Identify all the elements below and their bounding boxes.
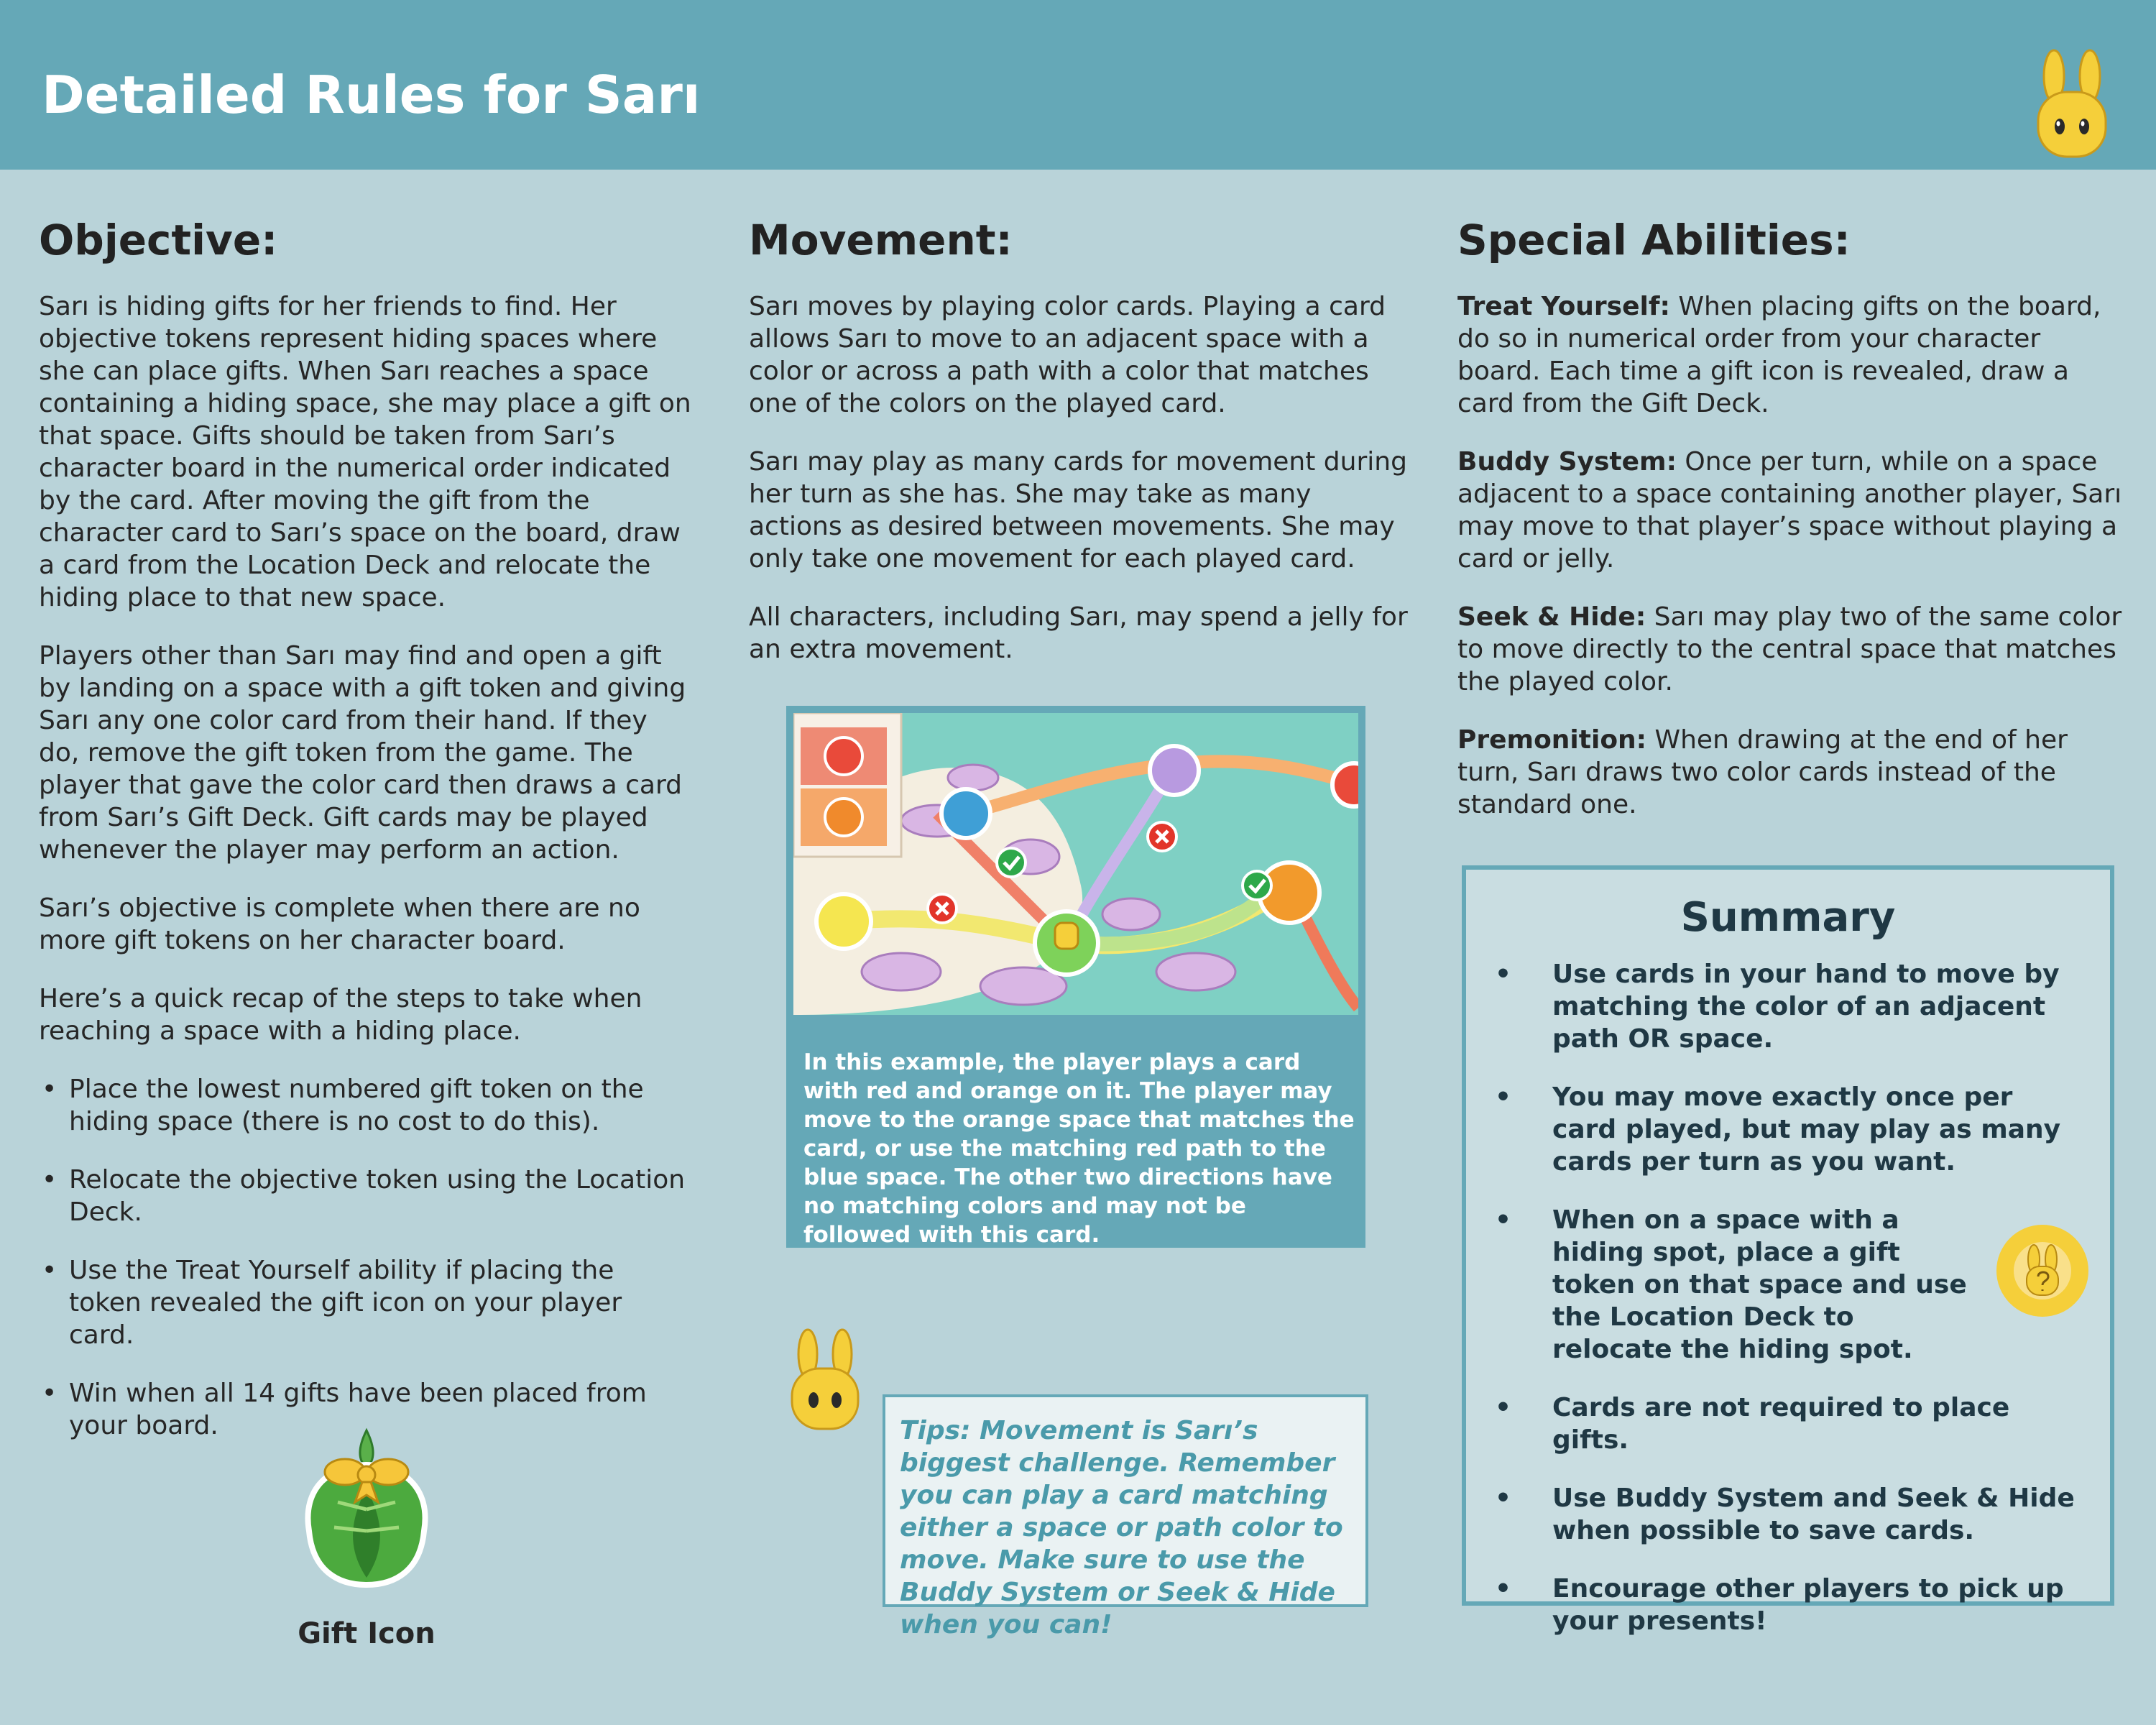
list-item: • Use cards in your hand to move by matching the color of an adjacent path OR space. [1495,958,2081,1055]
gift-icon-illustration [287,1423,446,1598]
objective-paragraph-2: Players other than Sarı may find and open a gift by landing on a space with a gift token and giving Sarı any one color card from their hand. If they do, remove the gift token from the game. The player that gave the color card then draws a card from Sarı’s Gift Deck. Gift cards may be played whenever the player may perform an action. [39,640,686,865]
objective-section [39,216,693,1468]
bunny-icon [788,1327,862,1432]
ability-name: Premonition: [1457,724,1647,755]
movement-heading: Movement: [749,216,1013,264]
objective-paragraph-1: Sarı is hiding gifts for her friends to find. Her objective tokens represent hiding spaces where she can place gifts. When Sarı reaches a space containing a hiding space, she may place a gift on that space. Gifts should be taken from Sarı’s character board in the numerical order indicated by the card. After moving the gift from the character card to Sarı’s space on the board, draw a card from the Location Deck and relocate the hiding place to that new space. [39,291,691,612]
ability-text: Once per turn, while on a space adjacent to a space containing another player, Sarı may move to that player’s space without playing a card or jelly. [1457,446,2122,574]
page-title: Detailed Rules for Sarı [42,65,701,125]
list-item: • Cards are not required to place gifts. [1495,1392,2081,1456]
list-item: • Place the lowest numbered gift token on the hiding space (there is no cost to do this). [39,1073,693,1138]
ability-text: Sarı may play two of the same color to move directly to the central space that matches the played color. [1457,602,2122,696]
list-item: • When on a space with a hiding spot, place a gift token on that space and use the Location Deck to relocate the hiding spot. [1495,1204,2081,1366]
gift-icon [287,1423,446,1596]
objective-paragraph-3: Sarı’s objective is complete when there are no more gift tokens on her character board. [39,893,640,955]
hiding-spot-token-icon [1994,1222,2091,1320]
ability-text: When placing gifts on the board, do so in numerical order from your character board. Each time a gift icon is revealed, draw a card from the Gift Deck. [1457,291,2101,418]
list-item: • Use Buddy System and Seek & Hide when possible to save cards. [1495,1482,2081,1547]
header-banner [0,0,2156,170]
tips-text: Tips: Movement is Sarı’s biggest challenge. Remember you can play a card matching either a space or path color to move. Make sure to use the Buddy System or Seek & Hide when you can! [900,1416,1343,1639]
board-example-image [793,713,1358,1015]
objective-heading: Objective: [39,216,278,264]
movement-paragraph-3: All characters, including Sarı, may spend a jelly for an extra movement. [749,602,1408,664]
list-item: • You may move exactly once per card played, but may play as many cards per turn as you want. [1495,1081,2081,1178]
summary-title: Summary [1680,894,1896,941]
abilities-heading: Special Abilities: [1457,216,1851,264]
example-caption: In this example, the player plays a card with red and orange on it. The player may move to the orange space that matches the card, or use the matching red path to the blue space. The other two directions have no matching colors and may not be followed with this card. [803,1049,1355,1248]
list-item: • Encourage other players to pick up your presents! [1495,1573,2081,1637]
recap-list [39,1073,693,1442]
ability-treat-yourself [1457,290,2126,420]
ability-text: When drawing at the end of her turn, Sarı draws two color cards instead of the standard one. [1457,724,2068,819]
ability-name: Buddy System: [1457,446,1677,477]
abilities-section [1457,216,2126,847]
ability-premonition [1457,724,2126,821]
ability-name: Treat Yourself: [1457,291,1670,321]
bunny-icon [2032,47,2111,161]
tips-box [883,1394,1368,1639]
ability-name: Seek & Hide: [1457,602,1646,632]
ability-seek-and-hide [1457,601,2126,698]
list-item: • Relocate the objective token using the Location Deck. [39,1164,693,1228]
objective-paragraph-4: Here’s a quick recap of the steps to take when reaching a space with a hiding place. [39,983,642,1046]
movement-paragraph-1: Sarı moves by playing color cards. Playing a card allows Sarı to move to an adjacent space with a color or across a path with a color that matches one of the colors on the played card. [749,291,1386,418]
movement-paragraph-2: Sarı may play as many cards for movement during her turn as she has. She may take as many actions as desired between movements. She may only take one movement for each played card. [749,446,1407,574]
list-item: • Use the Treat Yourself ability if placing the token revealed the gift icon on your player card. [39,1254,693,1351]
ability-buddy-system [1457,446,2126,575]
list-item: • Win when all 14 gifts have been placed from your board. [39,1377,693,1442]
gift-icon-label: Gift Icon [298,1617,436,1650]
movement-example-box [786,706,1365,1248]
movement-section [749,216,1410,691]
